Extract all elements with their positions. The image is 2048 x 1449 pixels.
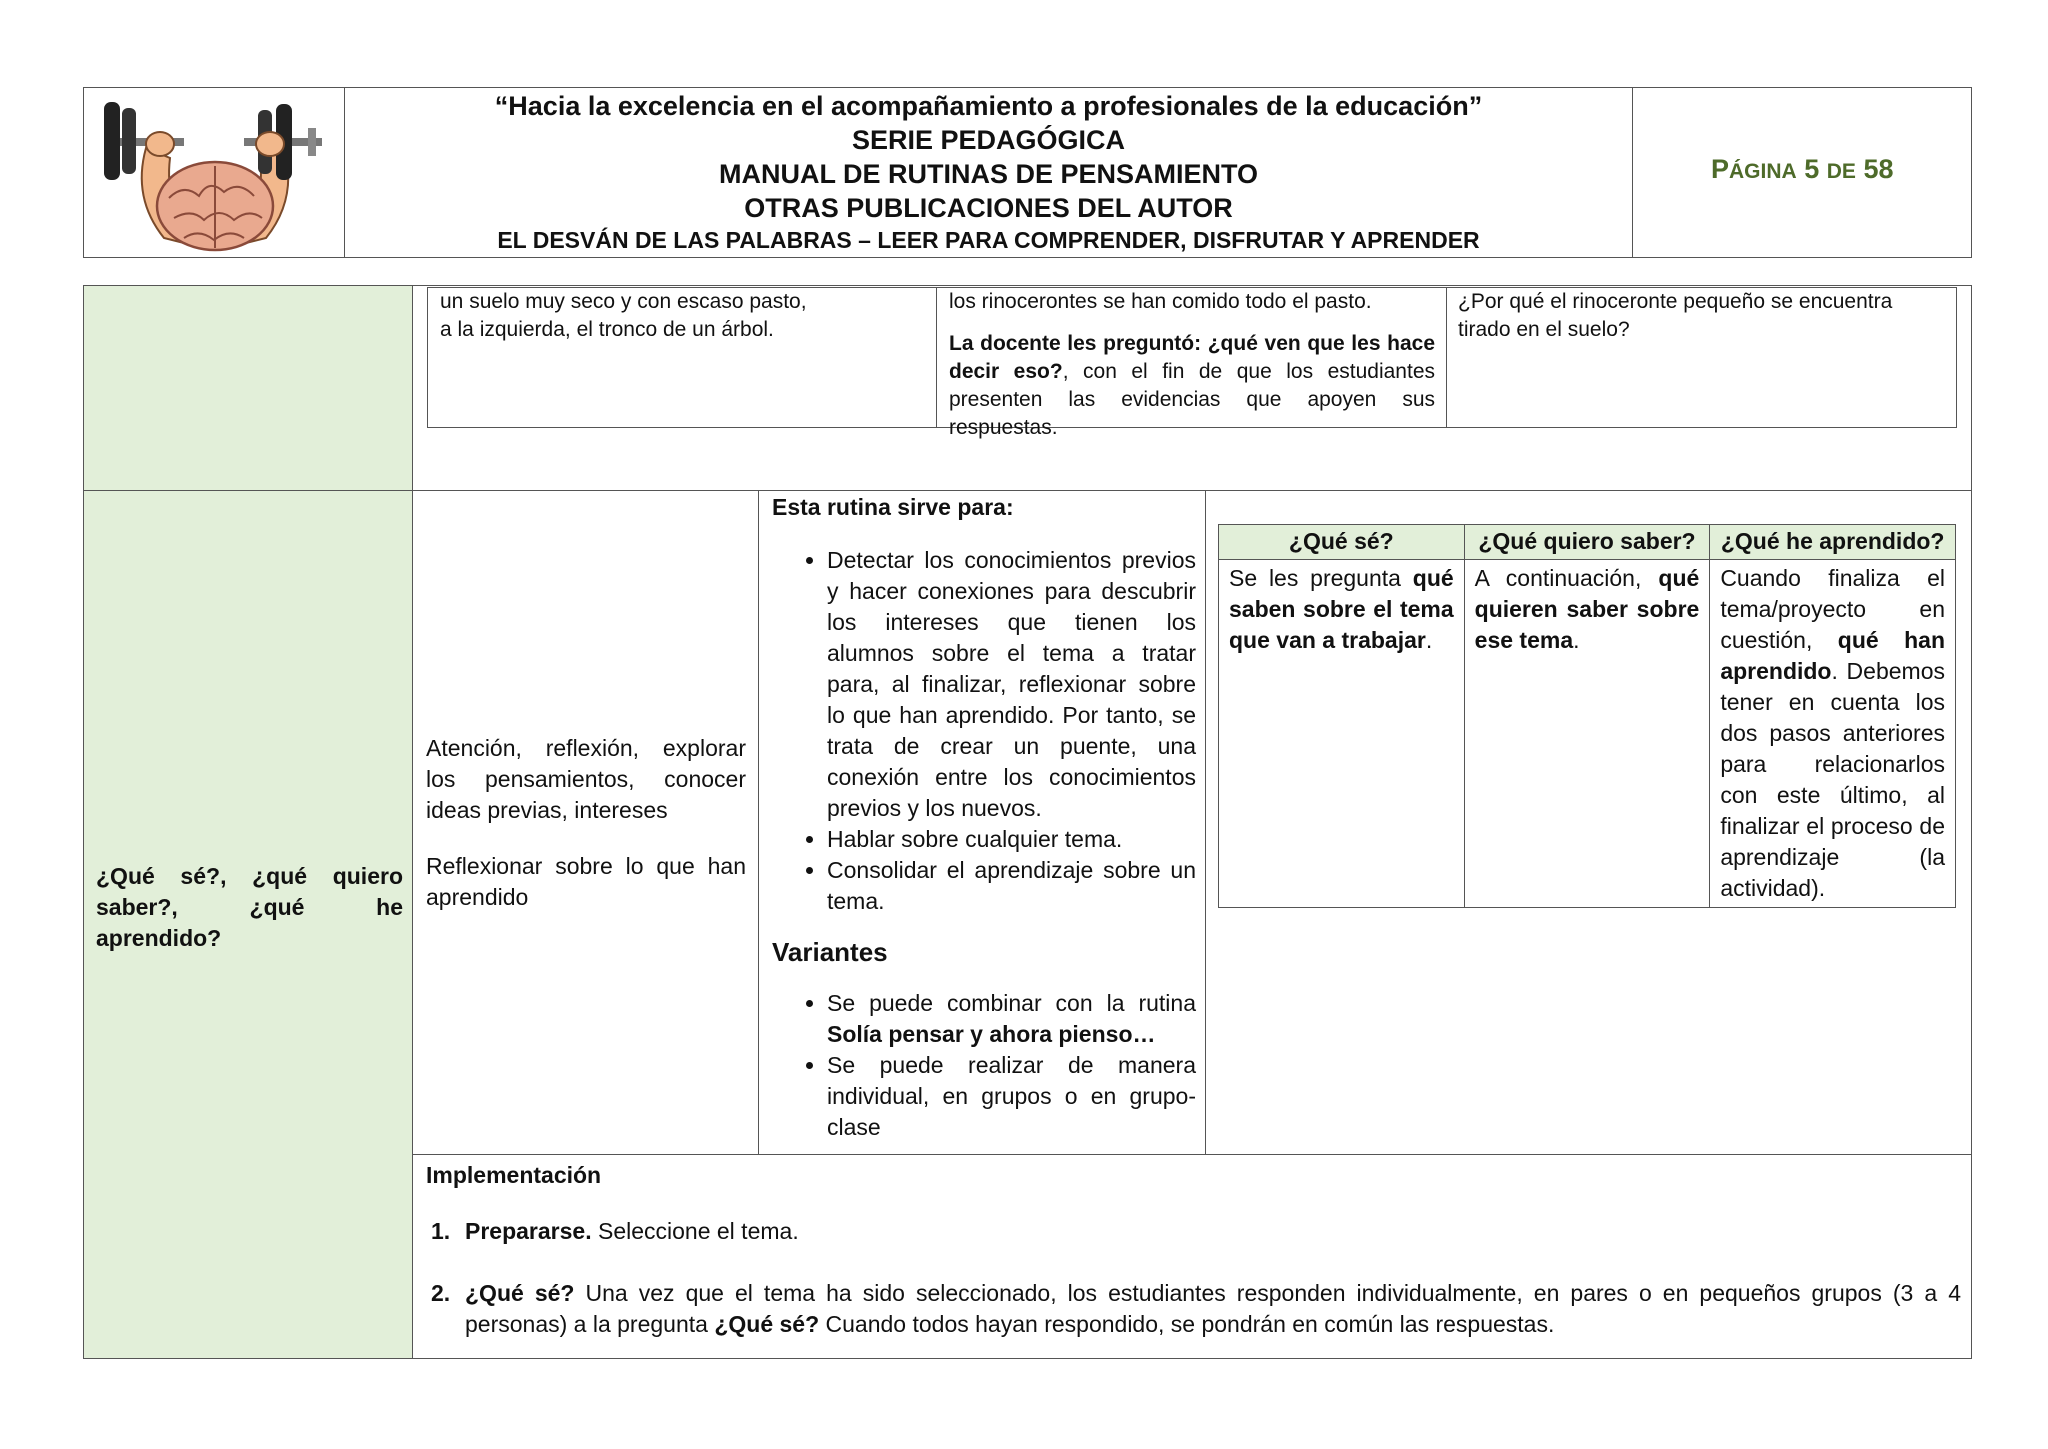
implementation-step — [426, 1278, 1961, 1340]
kwl-header-learned: ¿Qué he aprendido? — [1710, 525, 1956, 560]
example-cell-see — [440, 288, 930, 344]
variant-text: Se puede combinar con la rutina — [827, 990, 1196, 1016]
routine-purpose — [772, 492, 1196, 1143]
variant-routine-name: Solía pensar y ahora pienso… — [827, 1021, 1156, 1047]
kwl-text: Se les pregunta — [1229, 565, 1413, 591]
example-line: los rinocerontes se han comido todo el pasto. — [949, 290, 1372, 313]
page-header — [83, 87, 1972, 258]
routine-skills — [426, 733, 746, 913]
header-manual-title: MANUAL DE RUTINAS DE PENSAMIENTO — [718, 159, 1259, 189]
example-line: a la izquierda, el tronco de un árbol. — [440, 318, 774, 341]
step-title: ¿Qué sé? — [465, 1280, 575, 1306]
routine-name-column — [84, 286, 413, 1358]
teacher-question: La docente les preguntó: ¿qué ven que les hace decir eso? — [949, 332, 1435, 383]
page-number — [1633, 88, 1971, 257]
variants-list — [772, 988, 1196, 1143]
header-slogan: “Hacia la excelencia en el acompañamiento a profesionales de la educación” — [494, 91, 1483, 121]
teacher-question-purpose: , con el fin de que los estudiantes presenten las evidencias que apoyen sus respuestas. — [949, 360, 1435, 439]
skills-text: Atención, reflexión, explorar los pensamientos, conocer ideas previas, intereses — [426, 735, 746, 823]
kwl-key-question: qué quieren saber sobre ese tema — [1474, 565, 1700, 653]
kwl-text: A continuación, — [1474, 565, 1659, 591]
purpose-list — [772, 545, 1196, 917]
kwl-text: . — [1573, 627, 1580, 653]
example-cell-think — [949, 288, 1435, 442]
page-of: DE — [1826, 160, 1856, 183]
variant-item: • Se puede realizar de manera individual, en grupos o en grupo-clase — [827, 1050, 1196, 1143]
example-line: ¿Por qué el rinoceronte pequeño se encuentra tirado en el suelo? — [1458, 290, 1893, 341]
kwl-text: . — [1425, 627, 1433, 653]
step-text: Seleccione el tema. — [591, 1218, 799, 1244]
page-total: 58 — [1863, 154, 1894, 184]
routine-table — [83, 285, 1972, 1359]
example-table — [427, 287, 1957, 439]
step-text: Cuando todos hayan respondido, se pondrán en común las respuestas. — [819, 1311, 1555, 1337]
kwl-header-know: ¿Qué sé? — [1219, 525, 1465, 560]
implementation-step — [426, 1216, 1961, 1247]
kwl-key-question: qué han aprendido — [1720, 627, 1945, 684]
kwl-header-want: ¿Qué quiero saber? — [1464, 525, 1710, 560]
purpose-item: • Detectar los conocimientos previos y hacer conexiones para descubrir los intereses que tienen los alumnos sobre el tema a tratar para, al finalizar, reflexionar sobre lo que han aprendido. Por tanto, se trata de crear un puente, una conexión entre los conocimientos previos y los nuevos. — [827, 545, 1196, 824]
header-series: SERIE PEDAGÓGICA — [851, 125, 1126, 155]
page-word: P — [1711, 154, 1730, 184]
brain-dumbbell-logo — [84, 88, 345, 257]
kwl-text: . Debemos tener en cuenta los dos pasos anteriores para relacionarlos con este último, al finalizar el proceso de aprendizaje (la actividad). — [1720, 658, 1945, 901]
example-cell-wonder — [1458, 288, 1948, 344]
implementation — [426, 1160, 1961, 1340]
example-line: un suelo muy seco y con escaso pasto, — [440, 290, 807, 313]
step-title: Prepararse. — [465, 1218, 592, 1244]
page-current: 5 — [1804, 154, 1820, 184]
purpose-item: • Hablar sobre cualquier tema. — [827, 824, 1196, 855]
routine-name: ¿Qué sé?, ¿qué quiero saber?, ¿qué he aprendido? — [96, 863, 403, 951]
header-subtitle: EL DESVÁN DE LAS PALABRAS – LEER PARA COMPRENDER, DISFRUTAR Y APRENDER — [497, 227, 1480, 253]
step-number: 1. — [431, 1218, 451, 1244]
skills-text: Reflexionar sobre lo que han aprendido — [426, 853, 746, 910]
header-publications: OTRAS PUBLICACIONES DEL AUTOR — [744, 193, 1233, 223]
header-titles — [345, 88, 1633, 257]
kwl-cell-want — [1464, 560, 1710, 908]
kwl-key-question: qué saben sobre el tema que van a trabajar — [1229, 565, 1454, 653]
step-number: 2. — [431, 1280, 451, 1306]
step-text: Una vez que el tema ha sido seleccionado, los estudiantes responden individualmente, en pares o en pequeños grupos (3 a 4 personas) a la pregunta — [465, 1280, 1961, 1337]
kwl-cell-know — [1219, 560, 1465, 908]
purpose-item: • Consolidar el aprendizaje sobre un tema. — [827, 855, 1196, 917]
page-word-rest: ÁGINA — [1729, 160, 1797, 183]
implementation-title: Implementación — [426, 1162, 602, 1188]
kwl-text: Cuando finaliza el tema/proyecto en cuestión, — [1720, 565, 1945, 653]
brain-logo-icon — [84, 88, 343, 257]
kwl-cell-learned — [1710, 560, 1956, 908]
row-divider — [84, 490, 1971, 491]
variant-item — [827, 988, 1196, 1050]
step-question: ¿Qué sé? — [714, 1311, 820, 1337]
kwl-table — [1218, 524, 1956, 908]
variants-title: Variantes — [772, 937, 888, 967]
purpose-title: Esta rutina sirve para: — [772, 494, 1014, 520]
